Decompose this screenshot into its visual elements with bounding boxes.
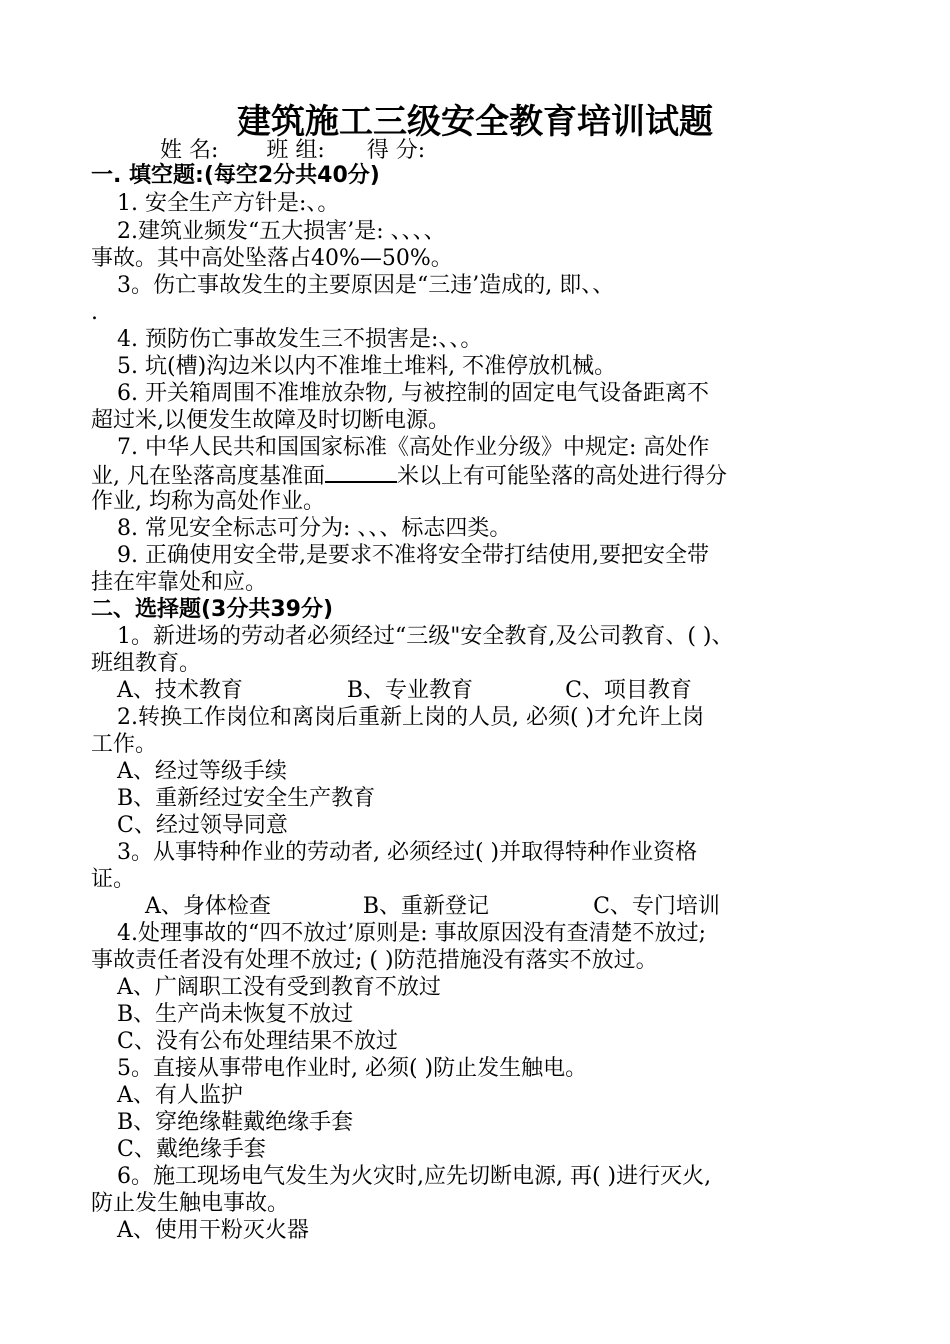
option-a[interactable]: A、使用干粉灭火器 bbox=[117, 1218, 309, 1243]
question-2-1-options bbox=[117, 677, 692, 705]
question-1-2: 2.建筑业频发“五大损害’是: 、、、、 bbox=[117, 219, 446, 244]
score-label: 得 分: bbox=[366, 138, 426, 163]
option-b[interactable]: B、穿绝缘鞋戴绝缘手套 bbox=[117, 1110, 354, 1135]
option-a[interactable]: A、经过等级手续 bbox=[117, 759, 287, 784]
question-1-3-cont: . bbox=[91, 300, 98, 325]
option-c[interactable]: C、戴绝缘手套 bbox=[117, 1137, 266, 1162]
option-b[interactable]: B、重新经过安全生产教育 bbox=[117, 786, 376, 811]
question-2-3: 3。从事特种作业的劳动者, 必须经过( )并取得特种作业资格 bbox=[117, 840, 698, 865]
question-2-6-cont: 防止发生触电事故。 bbox=[91, 1191, 290, 1216]
question-1-2-cont: 事故。其中高处坠落占40%—50%。 bbox=[91, 246, 453, 271]
option-c[interactable]: C、经过领导同意 bbox=[117, 813, 288, 838]
page-title: 建筑施工三级安全教育培训试题 bbox=[237, 102, 713, 142]
option-a[interactable]: A、有人监护 bbox=[117, 1083, 243, 1108]
question-1-4: 4. 预防伤亡事故发生三不损害是:、、。 bbox=[117, 327, 483, 352]
section-1-header: 一. 填空题:(每空2分共40分) bbox=[91, 163, 380, 188]
option-b[interactable]: B、重新登记 bbox=[362, 894, 490, 919]
question-1-7: 7. 中华人民共和国国家标准《高处作业分级》中规定: 高处作 bbox=[117, 435, 710, 460]
question-1-1: 1. 安全生产方针是:、。 bbox=[117, 191, 340, 216]
question-1-8: 8. 常见安全标志可分为: 、、、标志四类。 bbox=[117, 516, 512, 541]
question-1-6-cont: 超过米,以便发生故障及时切断电源。 bbox=[91, 408, 450, 433]
option-a[interactable]: A、身体检查 bbox=[145, 894, 271, 919]
question-2-4-cont: 事故责任者没有处理不放过; ( )防范措施没有落实不放过。 bbox=[91, 948, 658, 973]
question-2-3-cont: 证。 bbox=[91, 867, 136, 892]
option-c[interactable]: C、专门培训 bbox=[593, 894, 720, 919]
question-2-5: 5。直接从事带电作业时, 必须( )防止发生触电。 bbox=[117, 1056, 588, 1081]
student-info-row bbox=[160, 137, 425, 165]
option-c[interactable]: C、没有公布处理结果不放过 bbox=[117, 1029, 398, 1054]
option-b[interactable]: B、生产尚未恢复不放过 bbox=[117, 1002, 354, 1027]
question-1-7-cont bbox=[91, 461, 727, 491]
question-1-9-cont: 挂在牢靠处和应。 bbox=[91, 570, 268, 595]
group-label: 班 组: bbox=[266, 138, 325, 163]
option-a[interactable]: A、技术教育 bbox=[117, 678, 243, 703]
question-2-6: 6。施工现场电气发生为火灾时,应先切断电源, 再( )进行灭火, bbox=[117, 1164, 712, 1189]
question-2-1-cont: 班组教育。 bbox=[91, 651, 202, 676]
question-2-2-cont: 工作。 bbox=[91, 732, 158, 757]
option-a[interactable]: A、广阔职工没有受到教育不放过 bbox=[117, 975, 441, 1000]
question-1-7-text-a: 业, 凡在坠落高度基准面 bbox=[91, 464, 325, 489]
question-2-4: 4.处理事故的“四不放过’原则是: 事故原因没有查清楚不放过; bbox=[117, 921, 707, 946]
option-c[interactable]: C、项目教育 bbox=[565, 678, 692, 703]
question-1-7-end: 作业, 均称为高处作业。 bbox=[91, 489, 325, 514]
question-2-1: 1。新进场的劳动者必须经过“三级"安全教育,及公司教育、( )、 bbox=[117, 624, 734, 649]
option-b[interactable]: B、专业教育 bbox=[346, 678, 474, 703]
question-1-6: 6. 开关箱周围不准堆放杂物, 与被控制的固定电气设备距离不 bbox=[117, 381, 709, 406]
answer-blank[interactable] bbox=[325, 461, 397, 483]
question-1-9: 9. 正确使用安全带,是要求不准将安全带打结使用,要把安全带 bbox=[117, 543, 709, 568]
question-2-3-options bbox=[145, 893, 720, 921]
name-label: 姓 名: bbox=[160, 138, 219, 163]
question-2-2: 2.转换工作岗位和离岗后重新上岗的人员, 必须( )才允许上岗 bbox=[117, 705, 705, 730]
question-1-5: 5. 坑(槽)沟边米以内不准堆土堆料, 不准停放机械。 bbox=[117, 354, 617, 379]
question-1-7-text-b: 米以上有可能坠落的高处进行得分 bbox=[397, 464, 728, 489]
question-1-3: 3。伤亡事故发生的主要原因是“三违’造成的, 即、、 bbox=[117, 273, 615, 298]
section-2-header: 二、选择题(3分共39分) bbox=[91, 597, 334, 622]
